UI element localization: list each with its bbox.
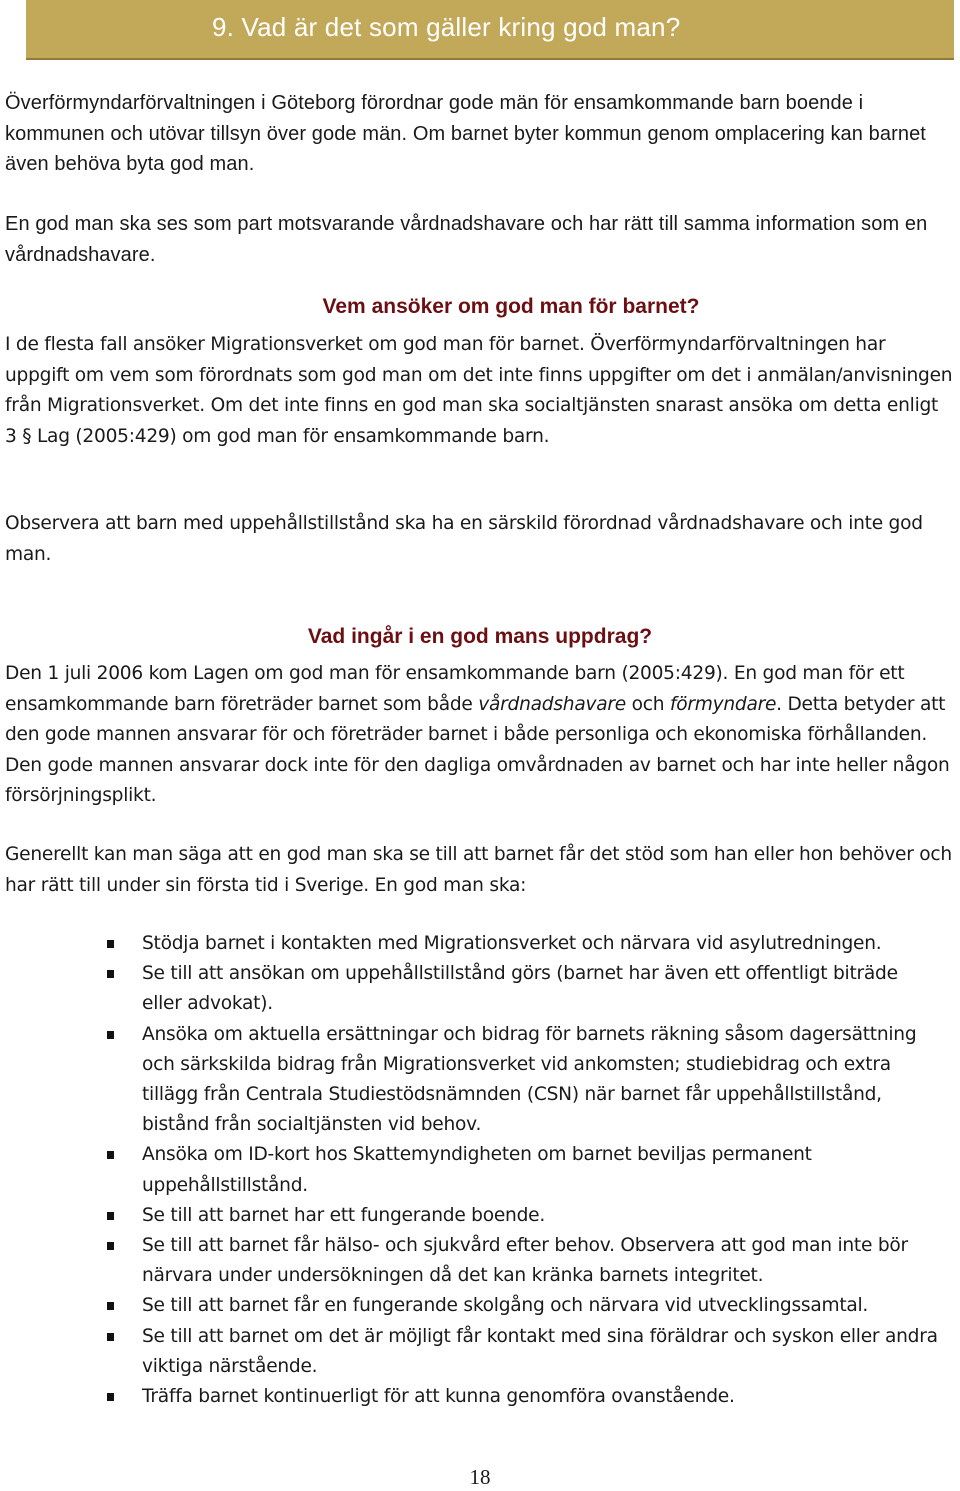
section1-paragraph-2: Observera att barn med uppehållstillstånd ska ha en särskild förordnad vårdnadshavare och inte god man. [5, 513, 923, 565]
list-item-text: Ansöka om aktuella ersättningar och bidrag för barnets räkning såsom dagersättning och särkskilda bidrag från Migrationsverket vid ankomsten; studiebidrag och extra tillägg från Centrala Studiestödsnämnden (CSN) när barnet får uppehållstillstånd, bistånd från socialtjänsten vid behov. [142, 1023, 917, 1136]
duties-list [0, 929, 960, 1412]
bullet-square-icon [107, 1242, 114, 1250]
bullet-square-icon [107, 1212, 114, 1220]
list-item-text: Se till att barnet om det är möjligt får kontakt med sina föräldrar och syskon eller andra viktiga närstående. [142, 1325, 938, 1377]
list-item-text: Se till att barnet får hälso- och sjukvård efter behov. Observera att god man inte bör närvara under undersökningen då det kan kränka barnets integritet. [142, 1235, 908, 1287]
chapter-header-bar [26, 0, 954, 60]
emphasis-guardian: vårdnadshavare [478, 693, 626, 715]
list-item [0, 1201, 960, 1231]
intro-paragraph-2: En god man ska ses som part motsvarande vårdnadshavare och har rätt till samma information som en vårdnadshavare. [5, 213, 928, 266]
bullet-square-icon [107, 1151, 114, 1159]
list-item [0, 929, 960, 959]
section2-paragraph-2: Generellt kan man säga att en god man ska se till att barnet får det stöd som han eller hon behöver och har rätt till under sin första tid i Sverige. En god man ska: [5, 844, 952, 896]
list-item [0, 1291, 960, 1321]
section-heading-assignment: Vad ingår i en god mans uppdrag? [307, 625, 653, 648]
list-item-text: Se till att ansökan om uppehållstillstånd görs (barnet har även ett offentligt biträde eller advokat). [142, 963, 898, 1015]
list-item [0, 1231, 960, 1291]
list-item [0, 1382, 960, 1412]
chapter-title: 9. Vad är det som gäller kring god man? [212, 12, 681, 42]
list-item [0, 1322, 960, 1382]
list-item-text: Träffa barnet kontinuerligt för att kunna genomföra ovanstående. [142, 1386, 735, 1408]
bullet-square-icon [107, 1031, 114, 1039]
list-item [0, 959, 960, 1019]
list-item-text: Se till att barnet har ett fungerande boende. [142, 1204, 545, 1226]
bullet-square-icon [107, 1333, 114, 1341]
section2-p1-text-b: och [625, 693, 670, 715]
list-item [0, 1140, 960, 1200]
intro-paragraph-1: Överförmyndarförvaltningen i Göteborg förordnar gode män för ensamkommande barn boende i kommunen och utövar tillsyn över gode män. Om barnet byter kommun genom omplacering kan barnet även behöva byta god man. [5, 92, 926, 175]
page-number: 18 [469, 1465, 491, 1489]
section2-paragraph-1 [5, 659, 955, 812]
list-item-text: Ansöka om ID-kort hos Skattemyndigheten om barnet beviljas permanent uppehållstillstånd. [142, 1144, 812, 1196]
bullet-square-icon [107, 970, 114, 978]
section1-paragraph-1: I de flesta fall ansöker Migrationsverket om god man för barnet. Överförmyndarförvaltningen har uppgift om vem som förordnats som god man om det inte finns uppgifter om det i anmälan/anvisningen från Migrationsverket. Om det inte finns en god man ska socialtjänsten snarast ansöka om detta enligt 3 § Lag (2005:429) om god man för ensamkommande barn. [5, 334, 953, 447]
emphasis-trustee: förmyndare [669, 693, 777, 715]
list-item-text: Se till att barnet får en fungerande skolgång och närvara vid utvecklingssamtal. [142, 1295, 869, 1317]
section2-p1-text-c: . Detta betyder att den gode mannen ansvarar för och företräder barnet i både personliga och ekonomiska förhållanden. Den gode mannen ansvarar dock inte för den dagliga omvårdnaden av barnet och har inte heller någon försörjningsplikt. [5, 693, 950, 806]
section-heading-who-applies: Vem ansöker om god man för barnet? [322, 295, 700, 318]
bullet-square-icon [107, 1393, 114, 1401]
list-item-text: Stödja barnet i kontakten med Migrationsverket och närvara vid asylutredningen. [142, 933, 882, 954]
bullet-square-icon [107, 1302, 114, 1310]
list-item [0, 1020, 960, 1141]
section2-p1-text-a: Den 1 juli 2006 kom Lagen om god man för ensamkommande barn (2005:429). En god man för ett ensamkommande barn företräder barnet som både [5, 663, 905, 715]
bullet-square-icon [107, 940, 114, 948]
